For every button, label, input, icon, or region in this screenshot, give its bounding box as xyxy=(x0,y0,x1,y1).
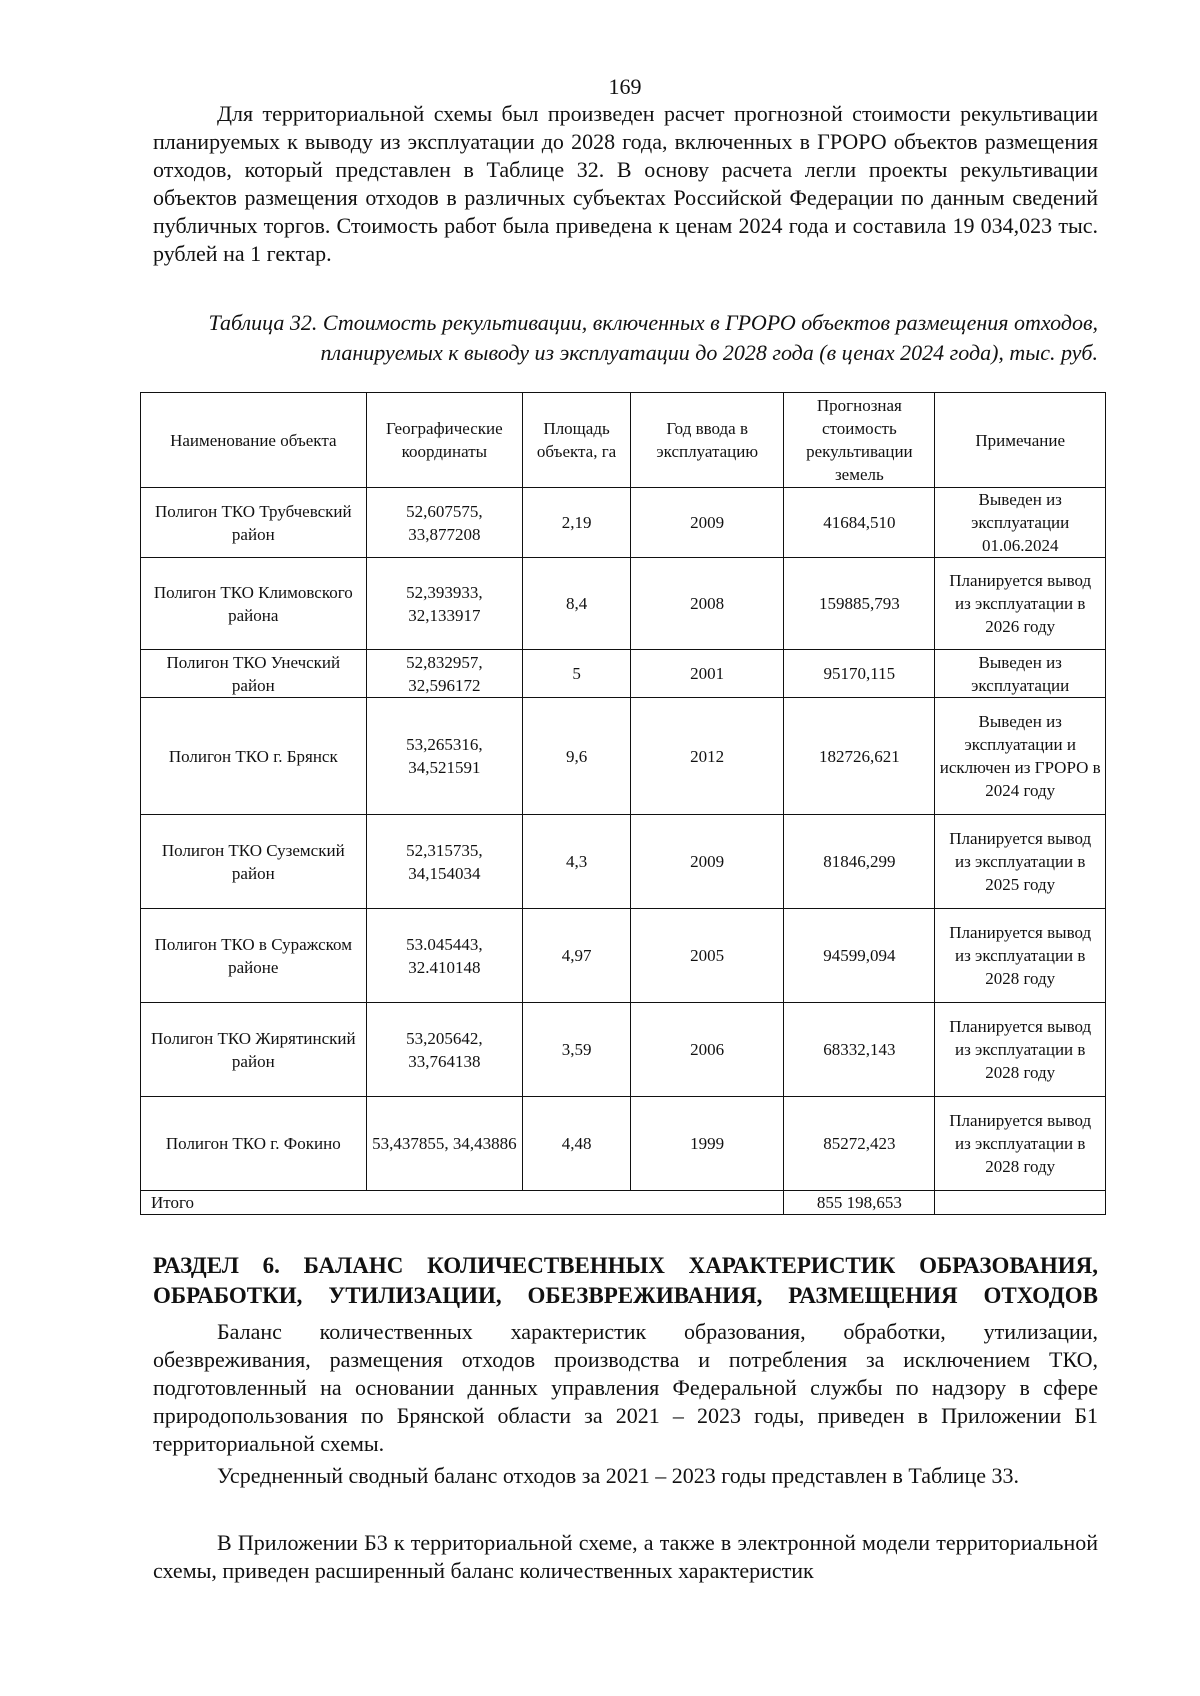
note-cell: Планируется вывод из эксплуатации в 2025 году xyxy=(935,815,1106,909)
page-number: 169 xyxy=(608,74,642,99)
cost-cell: 159885,793 xyxy=(784,558,935,650)
coordinates-cell: 52,315735, 34,154034 xyxy=(366,815,523,909)
cost-cell: 81846,299 xyxy=(784,815,935,909)
area-cell: 4,48 xyxy=(523,1097,631,1191)
year-cell: 2001 xyxy=(631,650,784,698)
column-header: Прогнозная стоимость рекультивации земель xyxy=(784,393,935,488)
note-cell: Планируется вывод из эксплуатации в 2028 году xyxy=(935,1097,1106,1191)
table-row xyxy=(141,698,1106,815)
total-label: Итого xyxy=(141,1191,784,1215)
object-name-cell: Полигон ТКО Суземский район xyxy=(141,815,367,909)
section-paragraph: Баланс количественных характеристик образования, обработки, утилизации, обезвреживания, размещения отходов производства и потребления за исключением ТКО, подготовленный на основании данных управления Федеральной службы по надзору в сфере природопользования по Брянской области за 2021 – 2023 годы, приведен в Приложении Б1 территориальной схемы. xyxy=(153,1319,1098,1456)
coordinates-cell: 52,607575, 33,877208 xyxy=(366,488,523,558)
table-row xyxy=(141,1097,1106,1191)
cost-cell: 94599,094 xyxy=(784,909,935,1003)
column-header: Географические координаты xyxy=(366,393,523,488)
cost-cell: 68332,143 xyxy=(784,1003,935,1097)
coordinates-cell: 53,265316, 34,521591 xyxy=(366,698,523,815)
year-cell: 1999 xyxy=(631,1097,784,1191)
table-row xyxy=(141,815,1106,909)
cost-cell: 41684,510 xyxy=(784,488,935,558)
table-caption: Таблица 32. Стоимость рекультивации, включенных в ГРОРО объектов размещения отходов, планируемых к выводу из эксплуатации до 2028 года (в ценах 2024 года), тыс. руб. xyxy=(208,310,1098,365)
table-row xyxy=(141,488,1106,558)
area-cell: 5 xyxy=(523,650,631,698)
cost-cell: 95170,115 xyxy=(784,650,935,698)
total-note-cell xyxy=(935,1191,1106,1215)
year-cell: 2009 xyxy=(631,815,784,909)
year-cell: 2008 xyxy=(631,558,784,650)
object-name-cell: Полигон ТКО Унечский район xyxy=(141,650,367,698)
coordinates-cell: 52,832957, 32,596172 xyxy=(366,650,523,698)
area-cell: 8,4 xyxy=(523,558,631,650)
note-cell: Выведен из эксплуатации xyxy=(935,650,1106,698)
note-cell: Выведен из эксплуатации 01.06.2024 xyxy=(935,488,1106,558)
coordinates-cell: 52,393933, 32,133917 xyxy=(366,558,523,650)
column-header: Площадь объекта, га xyxy=(523,393,631,488)
object-name-cell: Полигон ТКО Климовского района xyxy=(141,558,367,650)
note-cell: Выведен из эксплуатации и исключен из ГРОРО в 2024 году xyxy=(935,698,1106,815)
column-header: Наименование объекта xyxy=(141,393,367,488)
column-header: Год ввода в эксплуатацию xyxy=(631,393,784,488)
object-name-cell: Полигон ТКО Жирятинский район xyxy=(141,1003,367,1097)
object-name-cell: Полигон ТКО г. Брянск xyxy=(141,698,367,815)
area-cell: 2,19 xyxy=(523,488,631,558)
area-cell: 4,97 xyxy=(523,909,631,1003)
object-name-cell: Полигон ТКО г. Фокино xyxy=(141,1097,367,1191)
area-cell: 3,59 xyxy=(523,1003,631,1097)
section-paragraph: В Приложении Б3 к территориальной схеме, а также в электронной модели территориальной схемы, приведен расширенный баланс количественных характеристик xyxy=(153,1530,1098,1583)
year-cell: 2006 xyxy=(631,1003,784,1097)
table-row xyxy=(141,558,1106,650)
table-row xyxy=(141,650,1106,698)
object-name-cell: Полигон ТКО Трубчевский район xyxy=(141,488,367,558)
object-name-cell: Полигон ТКО в Суражском районе xyxy=(141,909,367,1003)
coordinates-cell: 53,205642, 33,764138 xyxy=(366,1003,523,1097)
year-cell: 2009 xyxy=(631,488,784,558)
area-cell: 9,6 xyxy=(523,698,631,815)
section-paragraph: Усредненный сводный баланс отходов за 2021 – 2023 годы представлен в Таблице 33. xyxy=(217,1463,1019,1488)
total-cost-cell: 855 198,653 xyxy=(784,1191,935,1215)
cost-cell: 85272,423 xyxy=(784,1097,935,1191)
table-row xyxy=(141,909,1106,1003)
note-cell: Планируется вывод из эксплуатации в 2026 году xyxy=(935,558,1106,650)
year-cell: 2005 xyxy=(631,909,784,1003)
section-heading: РАЗДЕЛ 6. БАЛАНС КОЛИЧЕСТВЕННЫХ ХАРАКТЕРИСТИК ОБРАЗОВАНИЯ, ОБРАБОТКИ, УТИЛИЗАЦИИ, ОБЕЗВРЕЖИВАНИЯ, РАЗМЕЩЕНИЯ ОТХОДОВ xyxy=(153,1253,1098,1308)
area-cell: 4,3 xyxy=(523,815,631,909)
coordinates-cell: 53.045443, 32.410148 xyxy=(366,909,523,1003)
intro-paragraph: Для территориальной схемы был произведен расчет прогнозной стоимости рекультивации планируемых к выводу из эксплуатации до 2028 года, включенных в ГРОРО объектов размещения отходов, который представлен в Таблице 32. В основу расчета легли проекты рекультивации объектов размещения отходов в различных субъектах Российской Федерации по данным сведений публичных торгов. Стоимость работ была приведена к ценам 2024 года и составила 19 034,023 тыс. рублей на 1 гектар. xyxy=(153,101,1098,266)
total-row xyxy=(141,1191,1106,1215)
note-cell: Планируется вывод из эксплуатации в 2028 году xyxy=(935,1003,1106,1097)
cost-table xyxy=(140,392,1106,1215)
cost-cell: 182726,621 xyxy=(784,698,935,815)
table-header-row xyxy=(141,393,1106,488)
table-row xyxy=(141,1003,1106,1097)
coordinates-cell: 53,437855, 34,43886 xyxy=(366,1097,523,1191)
column-header: Примечание xyxy=(935,393,1106,488)
note-cell: Планируется вывод из эксплуатации в 2028 году xyxy=(935,909,1106,1003)
year-cell: 2012 xyxy=(631,698,784,815)
